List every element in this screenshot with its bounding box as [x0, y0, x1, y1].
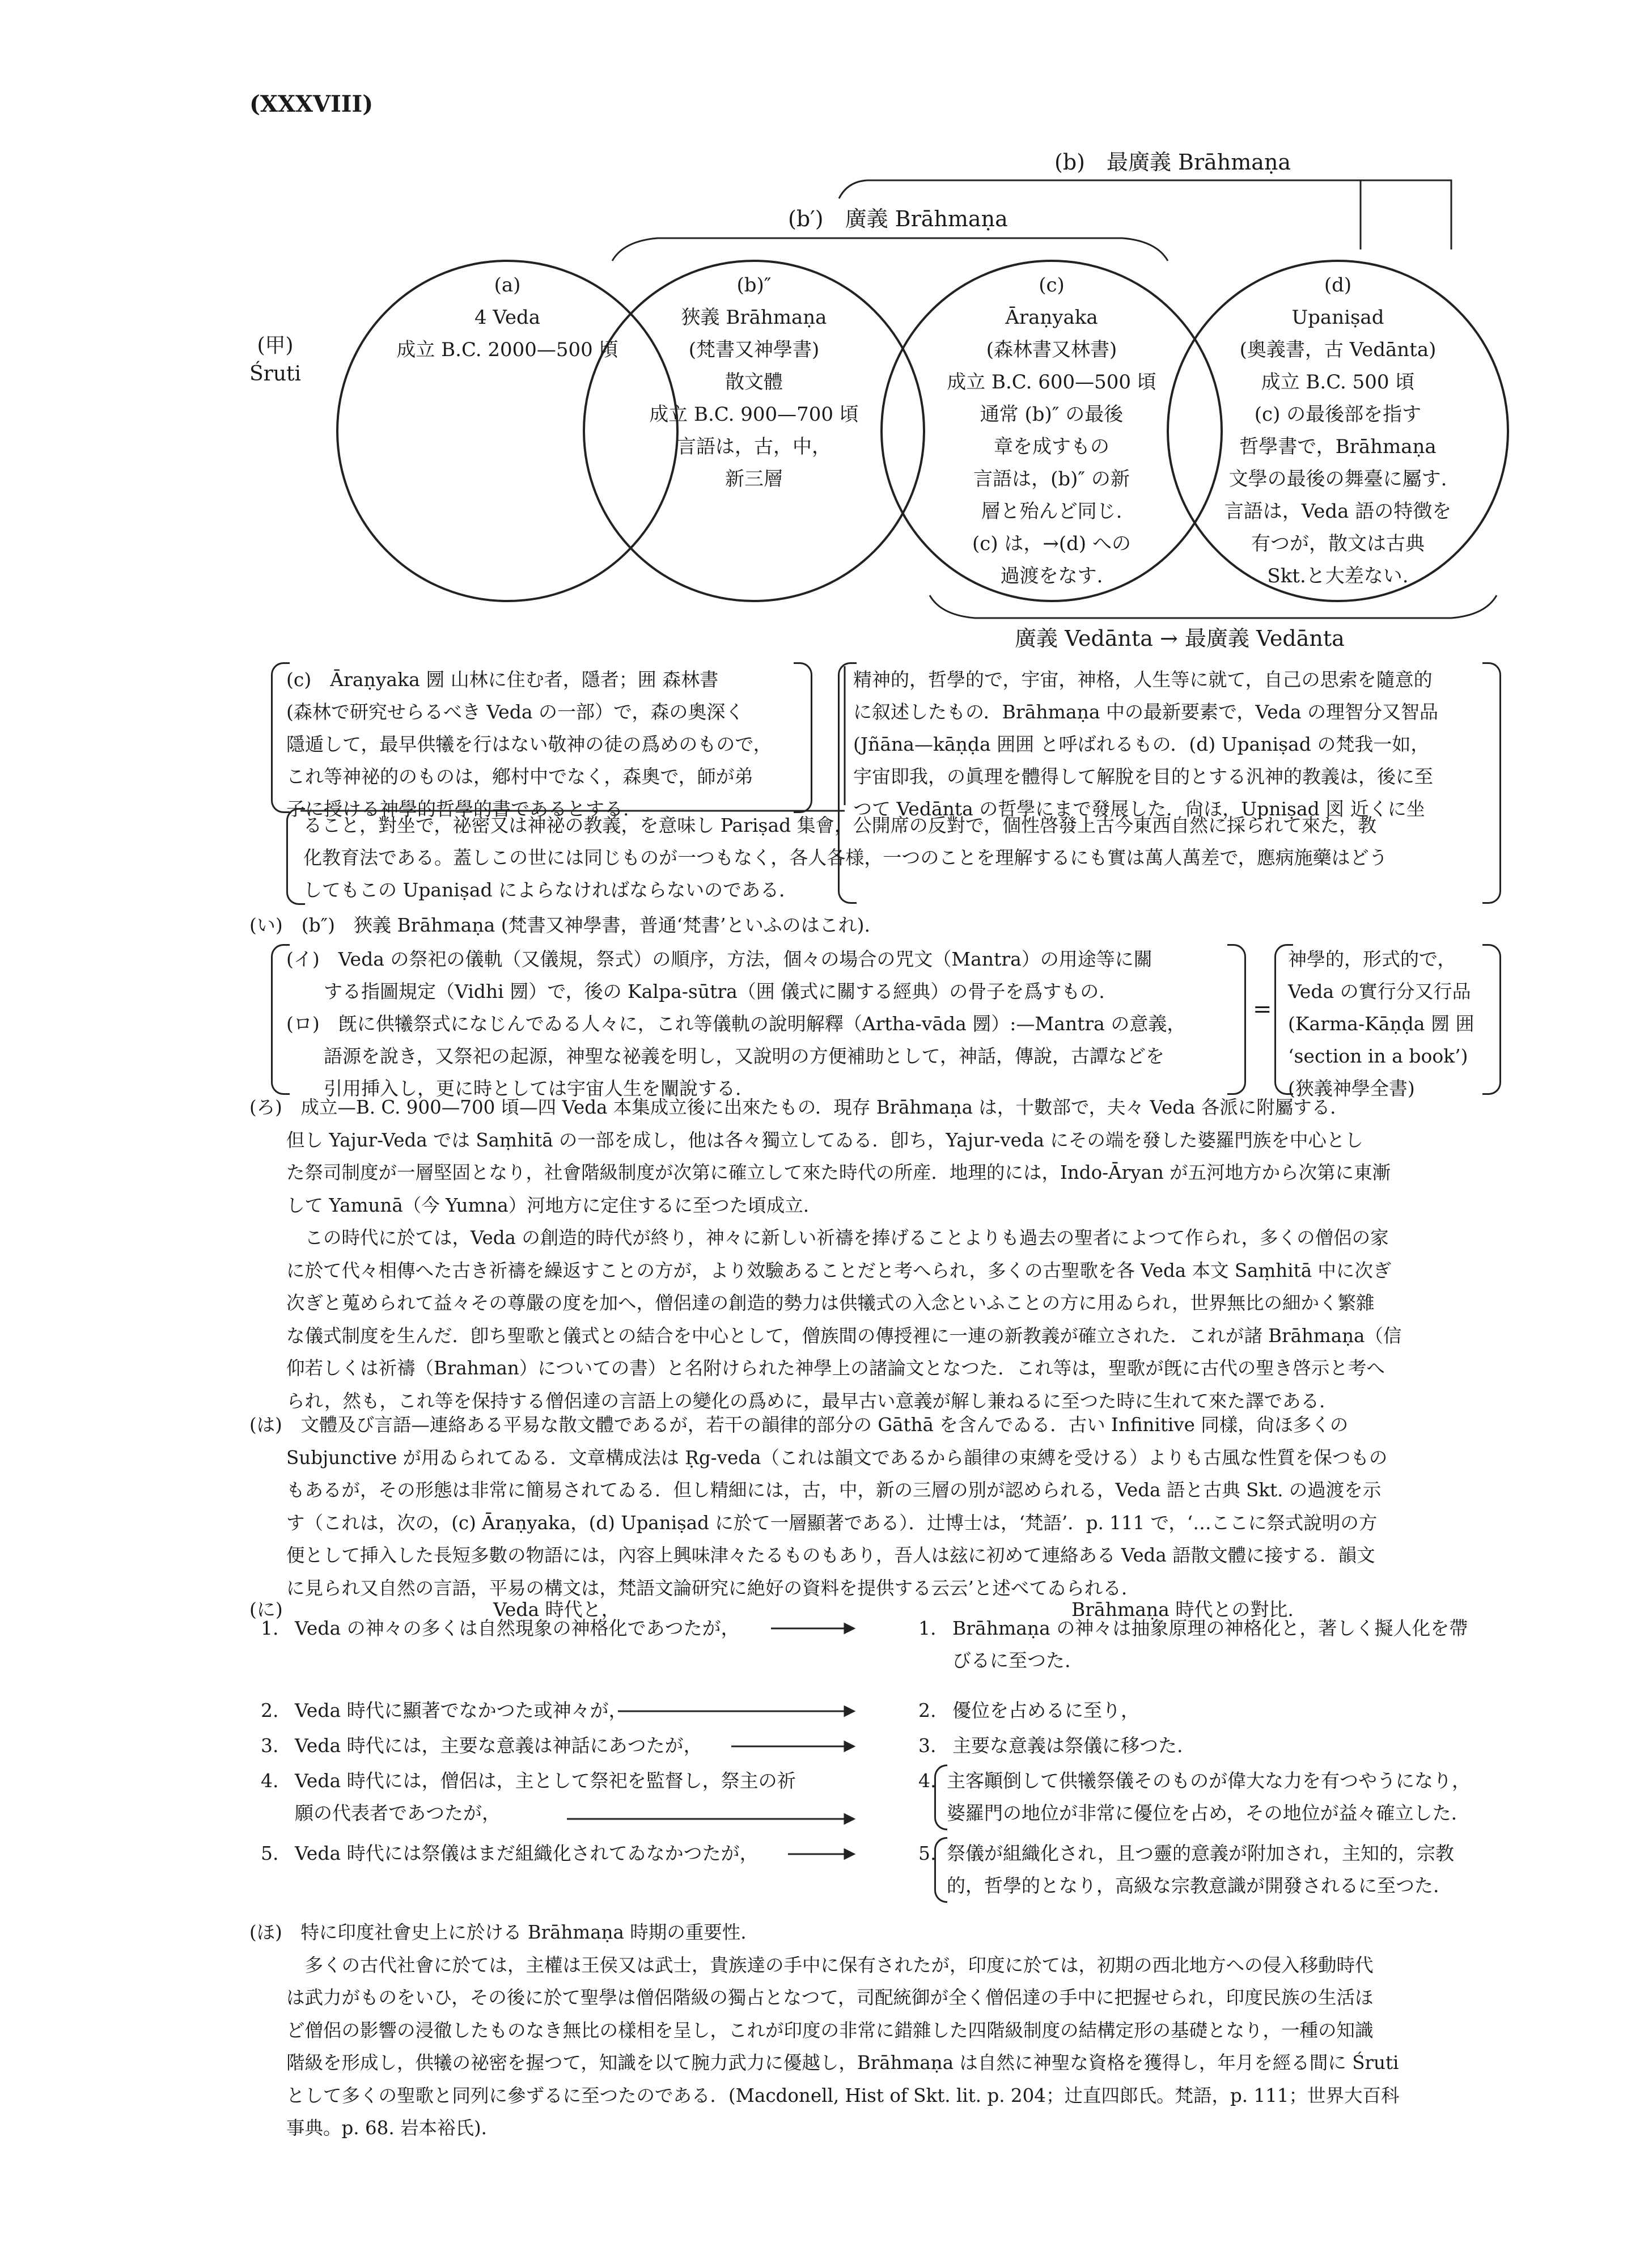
section-ha-line: す（これは，次の，(c) Āraṇyaka，(d) Upaniṣad に於て一層顯著である）．辻博士は，‘梵語’．p. 111 で，‘…ここに祭式說明の方 [249, 1512, 1378, 1534]
ni-row-5-right [947, 1837, 1454, 1902]
section-i-line: 引用挿入し，更に時としては宇宙人生を闡說する. [286, 1077, 742, 1099]
circle-c-line: 章を成すもの [994, 435, 1109, 458]
section-ro [249, 1091, 1401, 1417]
ni-row-4-right [947, 1765, 1471, 1829]
bracket-right [794, 662, 812, 813]
circle-c-line: 過渡をなす. [1000, 565, 1103, 587]
note-line: (Jñāna—kāṇḍa 囲囲 と呼ばれるもの．(d) Upaniṣad の梵我一如， [853, 733, 1430, 755]
section-i-side-line: (狹義神學全書) [1288, 1077, 1415, 1099]
circle-d-line: 成立 B.C. 500 頃 [1261, 371, 1415, 393]
label-broad-brahmana: (b′) 廣義 Brāhmaṇa [788, 206, 1008, 231]
ni-row-2-num-right: 2. [918, 1699, 937, 1721]
bracket-right [1482, 944, 1501, 1095]
section-i-line: 語源を說き，又祭祀の起源，神聖な祕義を明し，又說明の方便補助として，神話，傳說，古譚などを [286, 1045, 1165, 1067]
section-ro-line: た祭司制度が一層堅固となり，社會階級制度が次第に確立して來た時代の所産．地理的には，Indo-Āryan が五河地方から次第に東漸 [249, 1162, 1391, 1183]
section-i-side-line: 神學的，形式的で， [1288, 948, 1456, 970]
note-line: 隱遁して，最早供犧を行はない敬神の徒の爲めのもので， [286, 733, 772, 755]
circle-d-line: 言語は，Veda 語の特徴を [1224, 500, 1452, 523]
ni-row-1-right [952, 1612, 1468, 1677]
note-line: してもこの Upaniṣad によらなければならないのである． [303, 879, 798, 901]
note-line: 精神的，哲學的で，宇宙，神格，人生等に就て，自己の思索を隨意的 [853, 668, 1433, 691]
ni-right-line: 的，哲學的となり，高級な宗教意識が開發されるに至つた. [947, 1875, 1439, 1897]
section-ro-line: 但し Yajur-Veda では Saṃhitā の一部を成し，他は各々獨立してゐる．卽ち，Yajur-veda にその端を發した婆羅門族を中心とし [249, 1129, 1363, 1151]
section-ni-label: (に) [249, 1598, 283, 1620]
note-wide [303, 809, 1388, 906]
section-ho-line: 多くの古代社會に於ては，主權は王侯又は武士，貴族達の手中に保有されたが，印度に於ては，初期の西北地方への侵入移動時代 [249, 1954, 1374, 1976]
section-ho-line: 事典。p. 68. 岩本裕氏). [249, 2117, 487, 2139]
circle-c-line: 層と殆んど同じ. [981, 500, 1122, 523]
ni-row-2-right: 優位を占めるに至り， [952, 1699, 1139, 1721]
section-i-side-line: Veda の實行分又行品 [1288, 980, 1471, 1002]
section-ha [249, 1409, 1387, 1605]
ni-left-line: Veda 時代には，僧侶は，主として祭祀を監督し，祭主の祈 [295, 1770, 796, 1792]
section-ha-line: に見られ又自然の言語，平易の構文は，梵語文論研究に絶好の資料を提供する云云’と述べてゐられる. [249, 1577, 1128, 1599]
note-line: これ等神祕的のものは，鄕村中でなく，森奧で，師が弟 [286, 765, 753, 788]
ni-row-3-left: Veda 時代には，主要な意義は神話にあつたが， [295, 1734, 702, 1757]
bracket-left [934, 1765, 947, 1830]
ni-row-5-num: 5. [261, 1842, 279, 1864]
section-ro-line: な儀式制度を生んだ．卽ち聖歌と儀式との結合を中心として，僧族間の傳授裡に一連の新教義が確立された．これが諸 Brāhmaṇa（信 [249, 1325, 1402, 1347]
ni-right-line: 祭儀が組織化され，且つ靈的意義が附加され，主知的，宗教 [947, 1842, 1454, 1864]
circle-b2-line: 新三層 [725, 468, 783, 490]
circle-b2-text [612, 269, 896, 496]
section-ni-left-heading: Veda 時代と， [493, 1598, 620, 1620]
section-ho-line: ど僧侶の影響の浸徹したものなき無比の樣相を呈し，これが印度の非常に錯雜した四階級制度の結構定形の基礎となり，一種の知識 [249, 2019, 1374, 2041]
note-line: つて Vedānta の哲學にまで發展した．尙ほ，Upniṣad 図 近くに坐 [853, 798, 1425, 820]
circle-b2-line: 散文體 [725, 371, 783, 393]
section-i-heading: (い) (b″) 狹義 Brāhmaṇa (梵書又神學書，普通‘梵書’といふのはこれ). [249, 914, 870, 936]
section-i-side-line: (Karma-Kāṇḍa 圐 囲 [1288, 1013, 1474, 1035]
section-ha-line: もあるが，その形態は非常に簡易されてゐる．但し精細には，古，中，新の三層の別が認められる，Veda 語と古典 Skt. の過渡を示 [249, 1479, 1382, 1501]
section-ro-line: に於て代々相傳へた古き祈禱を繰返すことの方が，より效驗あることだと考へられ，多くの古聖歌を各 Veda 本文 Saṃhitā 中に次ぎ [249, 1259, 1392, 1281]
ni-right-line: 主客顚倒して供犧祭儀そのものが偉大な力を有つやうになり， [947, 1770, 1471, 1792]
circle-c-line: (c) は，→(d) への [972, 532, 1131, 555]
section-ro-line: して Yamunā（今 Yumna）河地方に定住するに至つた頃成立. [249, 1194, 810, 1216]
note-line: (c) Āraṇyaka 圐 山林に住む者，隱者；囲 森林書 [286, 668, 719, 691]
label-vedanta: 廣義 Vedānta → 最廣義 Vedānta [1015, 626, 1345, 651]
ni-left-line: 願の代表者であつたが， [295, 1802, 501, 1824]
circle-d-text [1190, 269, 1485, 593]
section-ho-line: (ほ) 特に印度社會史上に於ける Brāhmaṇa 時期の重要性. [249, 1922, 747, 1943]
brace-bottom [930, 595, 1497, 618]
sruti-kou: (甲) [257, 334, 294, 357]
circle-c-line: 通常 (b)″ の最後 [980, 403, 1124, 426]
section-ho-line: は武力がものをいひ，その後に於て聖學は僧侶階級の獨占となつて，司配統御が全く僧侶達の手中に把握せられ，印度民族の生活ほ [249, 1987, 1374, 2008]
ni-row-4-left [295, 1765, 796, 1829]
section-i-items [286, 943, 1185, 1105]
section-ro-line: この時代に於ては，Veda の創造的時代が終り，神々に新しい祈禱を捧げることよりも過去の聖者によつて作られ，多くの僧侶の家 [249, 1227, 1389, 1249]
section-i-line: (ロ) 旣に供犧祭式になじんでゐる人々に，これ等儀軌の說明解釋（Artha-vāda 圐）:—Mantra の意義， [286, 1013, 1186, 1035]
ni-row-1-num-right: 1. [918, 1617, 937, 1639]
section-ho-line: 階級を形成し，供犧の祕密を握つて，知識を以て腕力武力に優越し，Brāhmaṇa は自然に神聖な資格を獲得し，年月を經る間に Śruti [249, 2052, 1399, 2074]
circle-d-line: (奧義書，古 Vedānta) [1239, 338, 1437, 361]
section-ha-line: 便として挿入した長短多數の物語には，內容上興味津々たるものもあり，吾人は玆に初めて連絡ある Veda 語散文體に接する．韻文 [249, 1545, 1375, 1566]
circle-d-line: 文學の最後の舞臺に屬す. [1228, 468, 1447, 490]
circle-d-line: Upaniṣad [1291, 306, 1384, 329]
ni-row-1-left: Veda の神々の多くは自然現象の神格化であつたが， [295, 1617, 740, 1639]
page-number: (XXXVIII) [249, 91, 374, 117]
sruti-label [249, 332, 301, 388]
circle-c-line: (森林書又林書) [986, 338, 1117, 361]
note-line: 化教育法である。蓋しこの世には同じものが一つもなく，各人各様，一つのことを理解するにも實は萬人萬差で，應病施藥はどう [303, 847, 1388, 869]
ni-row-2-num: 2. [261, 1699, 279, 1721]
circle-d-line: Skt.と大差ない. [1267, 565, 1409, 587]
ni-row-1-num: 1. [261, 1617, 279, 1639]
section-ro-line: 次ぎと蒐められて益々その尊嚴の度を加へ，僧侶達の創造的勢力は供犧式の入念といふことの方に用ゐられ，世界無比の細かく繁雜 [249, 1292, 1375, 1314]
section-ho [249, 1916, 1399, 2145]
ni-right-line: Brāhmaṇa の神々は抽象原理の神格化と，著しく擬人化を帶 [952, 1617, 1468, 1639]
ni-right-line: 婆羅門の地位が非常に優位を占め，その地位が益々確立した. [947, 1802, 1457, 1824]
bracket-right [1227, 944, 1246, 1095]
section-ni-right-heading: Brāhmaṇa 時代との對比. [1071, 1598, 1294, 1620]
circle-b2-line: (梵書又神學書) [688, 338, 820, 361]
note-c-left [286, 663, 772, 825]
circle-b2-line: 言語は，古，中， [677, 435, 831, 458]
section-i-line: (イ) Veda の祭祀の儀軌（又儀規，祭式）の順序，方法，個々の場合の咒文（Mantra）の用途等に關 [286, 948, 1153, 970]
ni-row-5-num-right: 5. [918, 1842, 937, 1864]
ni-right-line: びるに至つた. [952, 1649, 1071, 1672]
circle-a-line: (a) [494, 274, 521, 297]
circle-c-line: 成立 B.C. 600—500 頃 [947, 371, 1156, 393]
section-i-side [1288, 943, 1474, 1105]
section-ro-line: られ，然も，これ等を保持する僧侶達の言語上の變化の爲めに，最早古い意義が解し兼ねるに至つた時に生れて來た譯である. [249, 1390, 1325, 1412]
section-i-line: する指圖規定（Vidhi 圐）で，後の Kalpa-sūtra（囲 儀式に關する經典）の骨子を爲すもの. [286, 980, 1105, 1002]
circle-a-line: 4 Veda [474, 306, 541, 329]
circle-d-line: 哲學書で，Brāhmaṇa [1239, 435, 1437, 458]
circle-c-line: (c) [1039, 274, 1065, 297]
circle-c-line: Āraṇyaka [1005, 306, 1098, 329]
bracket-left [934, 1837, 947, 1903]
note-line: ること，對坐で，祕密又は神祕の教義，を意味し Pariṣad 集會，公開席の反對で，個性啓發上古今東西自然に採られて來た，教 [303, 814, 1377, 836]
sruti-word: Śruti [249, 362, 302, 386]
note-line: (森林で研究せらるべき Veda の一部）で，森の奧深く [286, 701, 744, 723]
circle-a-line: 成立 B.C. 2000—500 頃 [396, 338, 618, 361]
ni-row-5-left: Veda 時代には祭儀はまだ組織化されてゐなかつたが， [295, 1842, 759, 1864]
ni-row-4-num: 4. [261, 1770, 279, 1792]
circle-d-line: (c) の最後部を指す [1254, 403, 1422, 426]
note-line: 子に授ける神學的哲學的書であるとする. [286, 798, 629, 820]
brace-b-prime [612, 238, 1168, 261]
circle-d-line: (d) [1324, 274, 1352, 297]
equals-sign: = [1253, 996, 1272, 1022]
label-broadest-brahmana: (b) 最廣義 Brāhmaṇa [1054, 150, 1291, 175]
circle-c-line: 言語は，(b)″ の新 [973, 468, 1130, 490]
ni-row-2-left: Veda 時代に顯著でなかつた或神々が， [295, 1699, 628, 1721]
circle-b2-line: 成立 B.C. 900—700 頃 [649, 403, 859, 426]
section-ha-line: Subjunctive が用ゐられてゐる．文章構成法は Ṛg-veda（これは韻文であるから韻律の束縛を受ける）よりも古風な性質を保つもの [249, 1446, 1388, 1469]
section-ro-line: (ろ) 成立—B. C. 900—700 頃—四 Veda 本集成立後に出來たもの．現存 Brāhmaṇa は，十數部で，夫々 Veda 各派に附屬する． [249, 1097, 1349, 1118]
circle-b2-line: (b)″ [736, 274, 772, 297]
section-ro-line: 仰若しくは祈禱（Brahman）についての書）と名附けられた神學上の諸論文となつた．これ等は，聖歌が旣に古代の聖き啓示と考へ [249, 1357, 1385, 1379]
circle-b2-line: 狹義 Brāhmaṇa [681, 306, 827, 329]
circle-d-line: 有つが，散文は古典 [1251, 532, 1425, 555]
ni-row-3-num: 3. [261, 1734, 279, 1757]
circle-c-text [910, 269, 1193, 593]
bracket-right [1482, 662, 1501, 904]
bracket-left [286, 808, 305, 905]
section-i-side-line: ‘section in a book’) [1288, 1045, 1468, 1067]
section-ha-line: (は) 文體及び言語—連絡ある平易な散文體であるが，若干の韻律的部分の Gāthā を含んでゐる．古い Infinitive 同樣，尙ほ多くの [249, 1414, 1349, 1436]
ni-row-3-num-right: 3. [918, 1734, 937, 1757]
ni-row-4-num-right: 4. [918, 1770, 937, 1792]
note-line: 宇宙即我，の眞理を體得して解脫を目的とする汎神的教義は，後に至 [853, 765, 1433, 788]
note-line: に叙述したもの．Brāhmaṇa 中の最新要素で，Veda の理智分又智品 [853, 701, 1438, 723]
ni-row-3-right: 主要な意義は祭儀に移つた. [952, 1734, 1183, 1757]
note-d-right [853, 663, 1438, 825]
section-ho-line: として多くの聖歌と同列に參ずるに至つたのである．(Macdonell, Hist of Skt. lit. p. 204；辻直四郎氏。梵語，p. 111；世界大百科 [249, 2084, 1400, 2106]
